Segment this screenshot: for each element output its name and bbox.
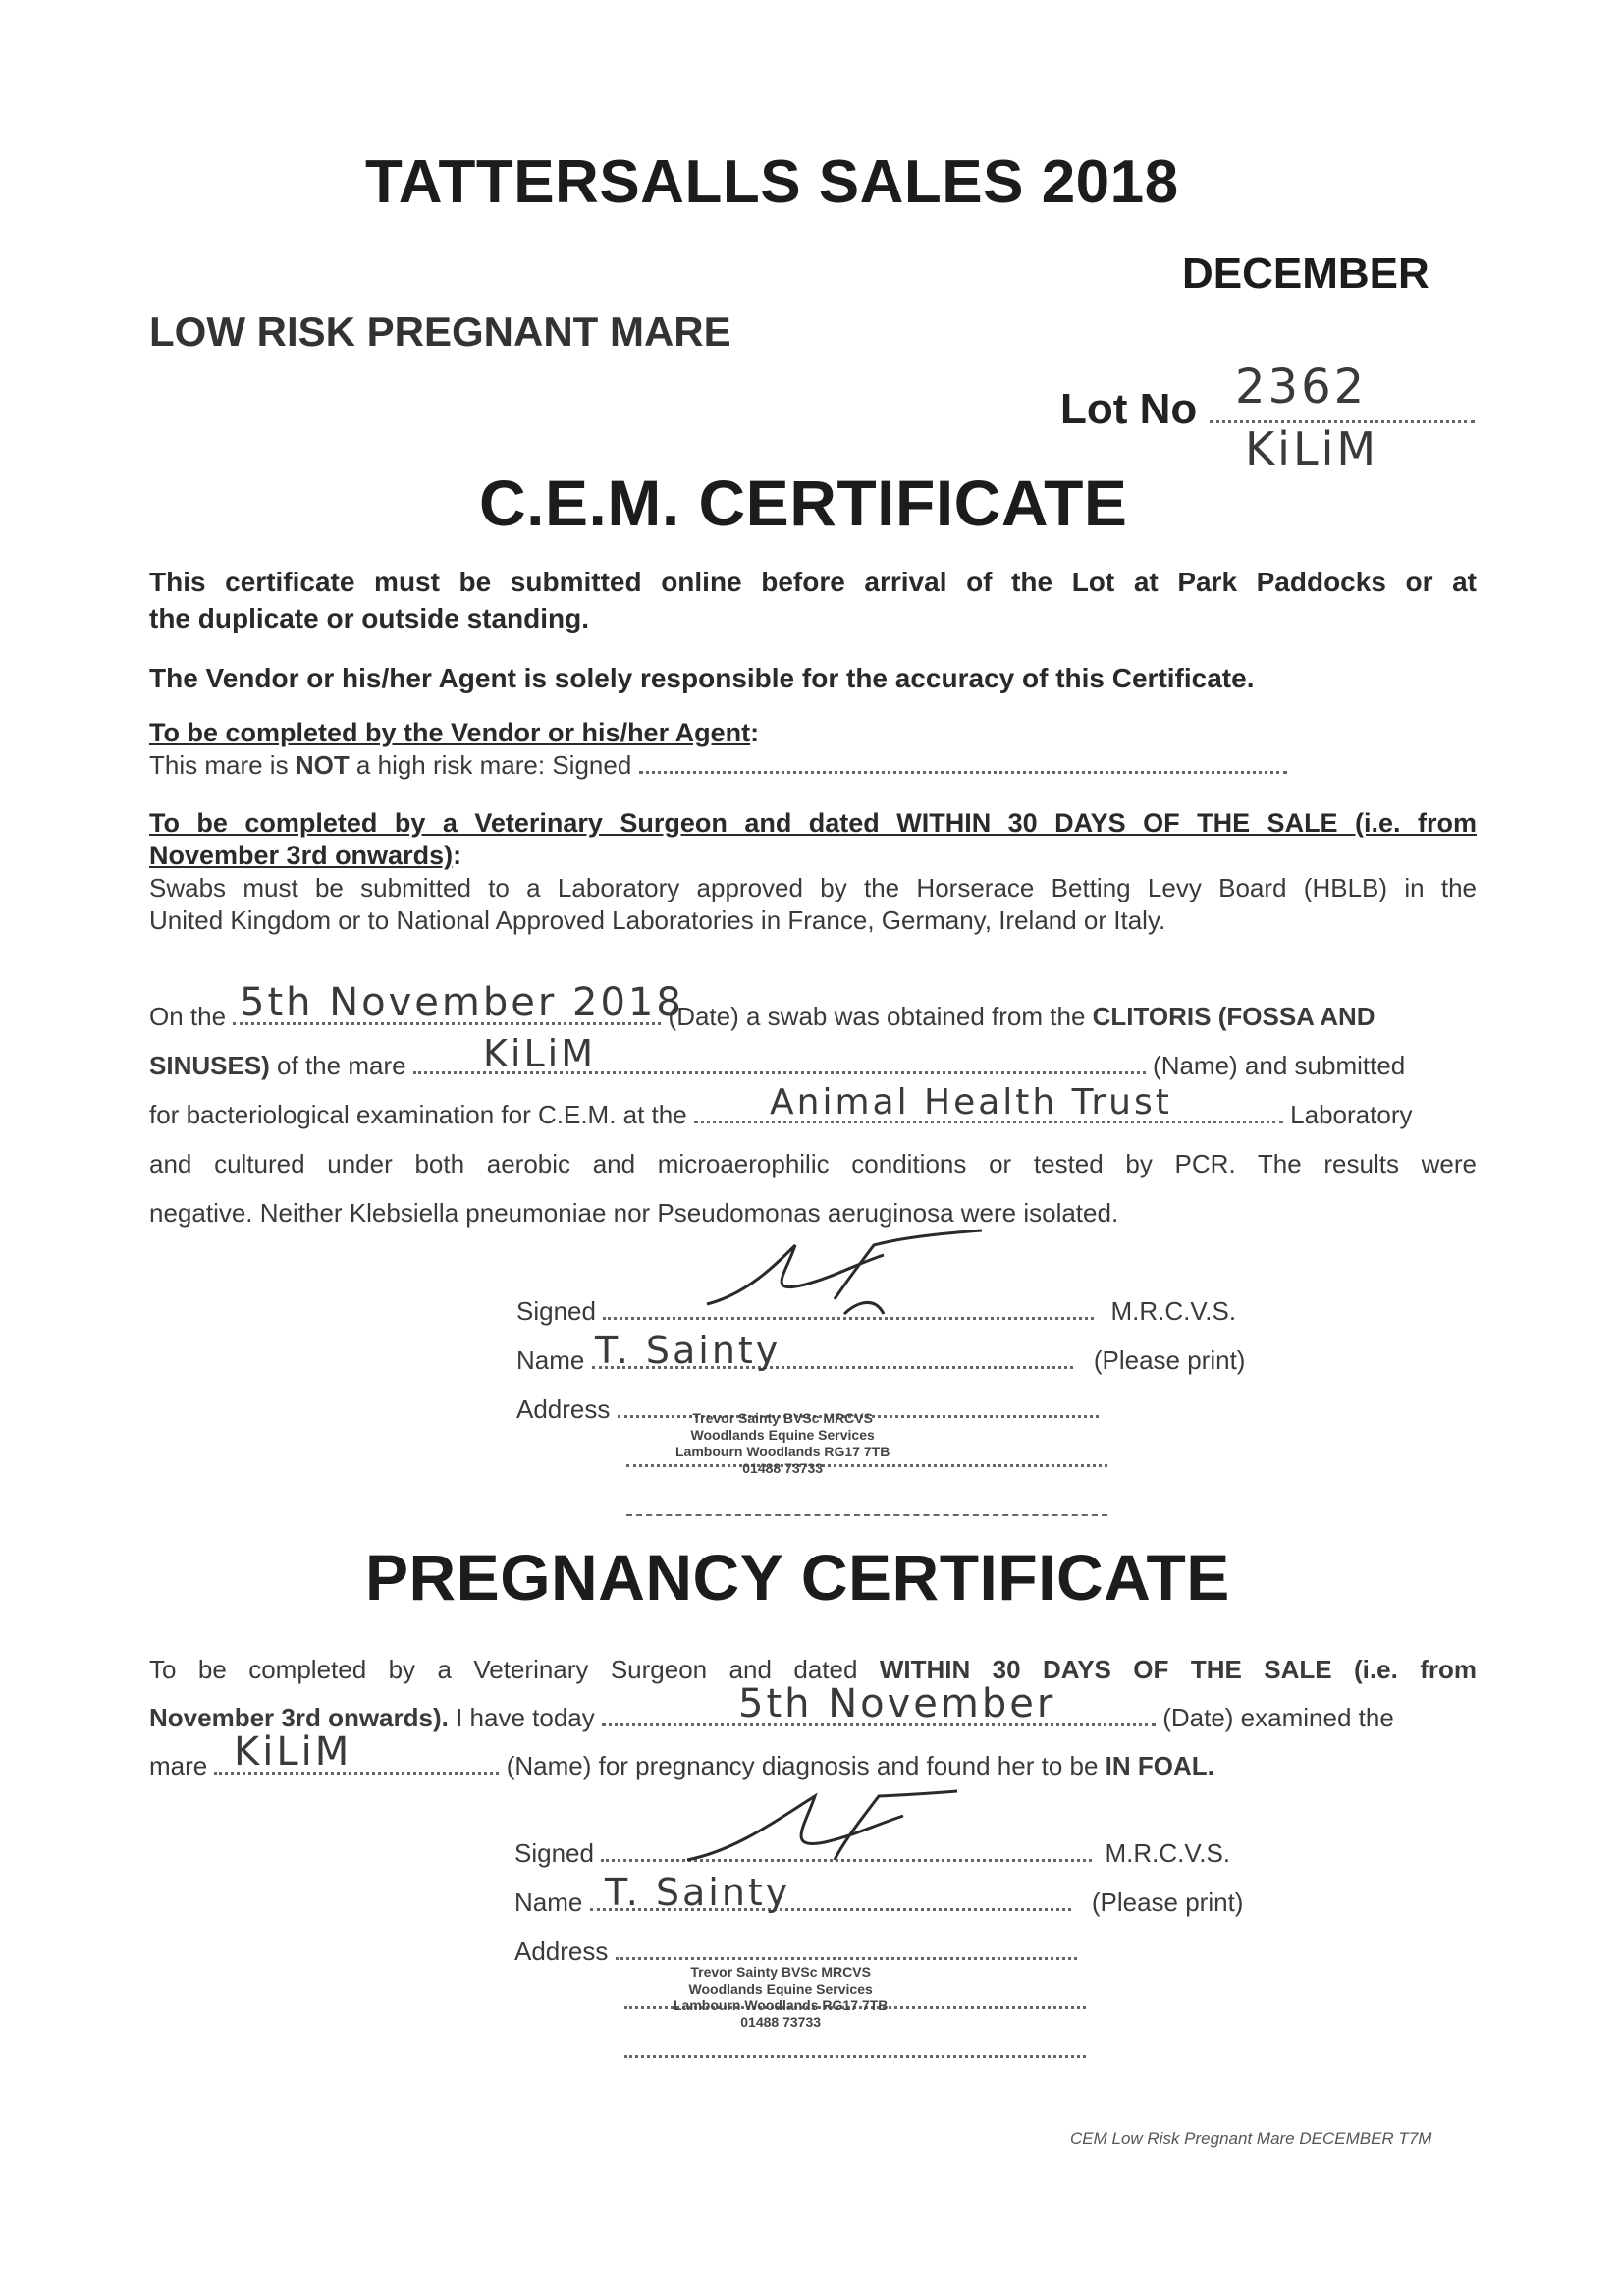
cem-date-handwritten: 5th November 2018 [240,980,684,1025]
form-footer-code: CEM Low Risk Pregnant Mare DECEMBER T7M [1070,2129,1432,2148]
pregnancy-signature [668,1781,962,1889]
pregnancy-signature-block: Signed M.R.C.V.S. Name (Please print) T. Sainty Address [514,1829,1243,2074]
cem-intro: This certificate must be submitted online before arrival of the Lot at Park Paddocks or at the duplicate or outside standing. [149,567,1477,633]
pregnancy-mare-handwritten: KiLiM [234,1729,352,1775]
cem-body: On the (Date) a swab was obtained from the CLITORIS (FOSSA AND 5th November 2018 SINUSES) of the mare (Name) and submitted KiLiM for bacteriological examination for C.E.M. at the Laboratory Animal Health Trust and cultured under both aerobic and microaerophilic conditions or tested by PCR. The results were negative. Neither Klebsiella pneumoniae nor Pseudomonas aeruginosa were isolated. [149,980,1477,1228]
cem-signature [687,1226,1001,1343]
vet-section: To be completed by a Veterinary Surgeon and dated WITHIN 30 DAYS OF THE SALE (i.e. from November 3rd onwards): Swabs must be submitted to a Laboratory approved by the Horserace Betting Levy Board (HBLB) in the United Kingdom or to National Approved Laboratories in France, Germany, Ireland or Italy. [149,808,1477,935]
pregnancy-vet-stamp: Trevor Sainty BVSc MRCVS Woodlands Equine Services Lambourn Woodlands RG17 7TB 01488 73733 [674,1964,889,2030]
cem-vet-stamp: Trevor Sainty BVSc MRCVS Woodlands Equine Services Lambourn Woodlands RG17 7TB 01488 73733 [675,1410,890,1476]
responsibility-note: The Vendor or his/her Agent is solely responsible for the accuracy of this Certificate. [149,663,1255,693]
pregnancy-body: To be completed by a Veterinary Surgeon and dated WITHIN 30 DAYS OF THE SALE (i.e. from November 3rd onwards). I have today (Date) examined the 5th November mare (Name) for pregnancy diagnosis and found her to be IN FOAL. KiLiM [149,1655,1477,1780]
document-title: TATTERSALLS SALES 2018 [365,148,1179,216]
lot-number-label: Lot No [1060,385,1475,434]
lot-name-handwritten: KiLiM [1245,422,1379,475]
cem-vet-name-handwritten: T. Sainty [595,1329,782,1372]
laboratory-handwritten: Animal Health Trust [770,1082,1172,1122]
vendor-section: To be completed by the Vendor or his/her Agent: This mare is NOT a high risk mare: Signed [149,717,1477,782]
pregnancy-vet-name-handwritten: T. Sainty [605,1871,791,1914]
cem-mare-name-handwritten: KiLiM [483,1032,596,1075]
cem-heading: C.E.M. CERTIFICATE [479,466,1128,539]
cem-signature-block: Signed M.R.C.V.S. Name (Please print) T. Sainty Address [516,1286,1245,1532]
pregnancy-heading: PREGNANCY CERTIFICATE [365,1541,1230,1613]
form-subtitle: LOW RISK PREGNANT MARE [149,308,731,355]
lot-number-handwritten: 2362 [1235,359,1368,414]
sale-month: DECEMBER [1182,249,1429,298]
pregnancy-date-handwritten: 5th November [738,1681,1056,1726]
